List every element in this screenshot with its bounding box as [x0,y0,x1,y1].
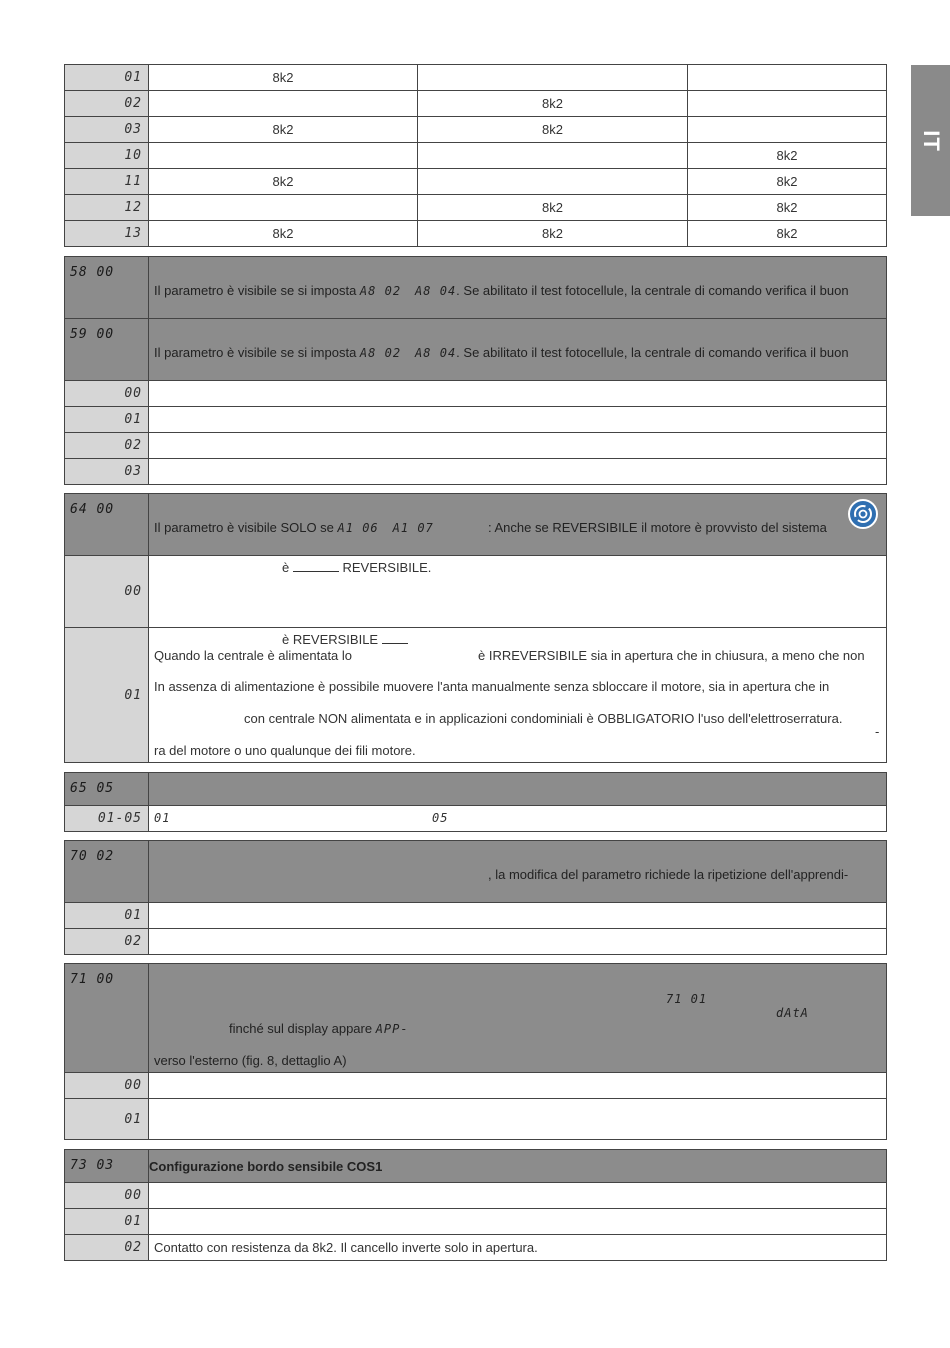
row-code: 03 [65,117,149,143]
row-code: 01 [65,65,149,91]
display-code: A8 04 [415,346,457,360]
param-58-block [64,256,886,319]
param-71-block [64,963,886,1140]
language-tab-it[interactable] [911,65,950,216]
display-code: A8 02 [359,284,402,298]
table-row [65,1073,887,1099]
desc-text: Il parametro è visibile se si imposta [154,345,360,360]
row-text [149,1209,887,1235]
cell-value [418,143,688,169]
cell-value: 8k2 [149,117,418,143]
row-code: 00 [65,381,149,407]
table-row [65,1235,887,1261]
display-code: A8 04 [415,284,457,298]
desc-text: In assenza di alimentazione è possibile muovere l'anta manualmente senza sbloccare il motore, sia in apertura che in [154,679,830,694]
row-code: 01 [65,1099,149,1140]
desc-text: . Se abilitato il test fotocellule, la centrale di comando verifica il buon [456,283,849,298]
param-70-block [64,840,886,955]
table-row [65,903,887,929]
param-64-block [64,493,886,763]
table-row [65,459,887,485]
row-code: 02 [65,91,149,117]
cell-value: 8k2 [418,221,688,247]
row-code: 01 [65,628,149,763]
cell-value: 8k2 [418,195,688,221]
cell-value: 8k2 [688,169,887,195]
table-row [65,1209,887,1235]
resistance-config-table [64,64,886,247]
display-code: 05 [432,811,449,825]
param-code: 70 02 [65,841,149,903]
cell-value [418,65,688,91]
row-text: Contatto con resistenza da 8k2. Il cancello inverte solo in apertura. [149,1235,887,1261]
table-row [65,929,887,955]
param-59-block [64,318,886,485]
row-code: 12 [65,195,149,221]
display-code: A1 07 [392,521,434,535]
param-code: 58 00 [65,257,149,319]
desc-text: REVERSIBILE. [342,560,432,575]
cell-value [149,195,418,221]
row-code: 01 [65,903,149,929]
table-row [65,1183,887,1209]
desc-text: con centrale NON alimentata e in applicazioni condominiali è OBBLIGATORIO l'uso dell'elettroserratura. [244,711,843,726]
row-code: 02 [65,1235,149,1261]
row-text [149,556,887,628]
table-row [65,628,887,763]
cell-value: 8k2 [688,195,887,221]
blank-underline [293,571,339,572]
desc-text: è IRREVERSIBILE sia in apertura che in chiusura, a meno che non [478,648,865,663]
table-row [65,407,887,433]
param-code: 73 03 [65,1150,149,1183]
cell-value [688,65,887,91]
param-code: 59 00 [65,319,149,381]
gear-rotation-icon [848,499,878,529]
language-tab-label: IT [918,129,944,152]
desc-text: , la modifica del parametro richiede la ripetizione dell'apprendi- [488,867,849,882]
cell-value [688,117,887,143]
param-description [149,841,887,903]
cell-value: 8k2 [418,91,688,117]
table-row [65,169,887,195]
cell-value: 8k2 [149,65,418,91]
desc-text: Il parametro è visibile se si imposta [154,283,360,298]
desc-text: è [282,560,290,575]
row-text [149,806,887,832]
table-row [65,556,887,628]
param-description [149,494,887,556]
row-code: 03 [65,459,149,485]
row-code: 01 [65,407,149,433]
desc-text: finché sul display appare [229,1021,376,1036]
desc-text: : Anche se REVERSIBILE il motore è provvisto del sistema [488,520,827,535]
row-code: 01-05 [65,806,149,832]
param-description [149,257,887,319]
table-row [65,433,887,459]
table-row [65,195,887,221]
row-text [149,1183,887,1209]
row-code: 02 [65,433,149,459]
desc-text: - [875,724,880,739]
desc-text: ra del motore o uno qualunque dei fili motore. [154,743,416,758]
row-code: 10 [65,143,149,169]
table-row [65,806,887,832]
param-73-block [64,1149,886,1261]
cell-value [418,169,688,195]
cell-value: 8k2 [149,169,418,195]
cell-value: 8k2 [418,117,688,143]
param-code: 71 00 [65,964,149,1073]
row-code: 00 [65,1183,149,1209]
display-code: APP- [375,1022,409,1036]
desc-text: Quando la centrale è alimentata lo [154,648,353,663]
gear-rotation-icon-svg [852,503,874,525]
param-65-block [64,772,886,832]
table-row [65,91,887,117]
table-row [65,117,887,143]
param-description [149,964,887,1073]
cell-value: 8k2 [688,143,887,169]
param-code: 64 00 [65,494,149,556]
display-code: 71 01 [666,992,708,1006]
desc-text: è REVERSIBILE [282,632,379,647]
cell-value [149,143,418,169]
desc-text: verso l'esterno (fig. 8, dettaglio A) [154,1053,347,1068]
cell-value [149,91,418,117]
table-row [65,381,887,407]
row-code: 13 [65,221,149,247]
param-description [149,773,887,806]
display-code: 01 [154,811,171,825]
row-code: 00 [65,556,149,628]
table-row [65,1099,887,1140]
desc-text: . Se abilitato il test fotocellule, la centrale di comando verifica il buon [456,345,849,360]
param-description [149,319,887,381]
row-code: 11 [65,169,149,195]
table-row [65,221,887,247]
cell-value [688,91,887,117]
param-title: Configurazione bordo sensibile COS1 [149,1150,887,1183]
param-code: 65 05 [65,773,149,806]
display-code: A1 06 [337,521,379,535]
cell-value: 8k2 [149,221,418,247]
display-code: dAtA [776,1006,809,1020]
desc-text: Il parametro è visibile SOLO se [154,520,338,535]
table-row [65,65,887,91]
table-row [65,143,887,169]
display-code: A8 02 [359,346,402,360]
cell-value: 8k2 [688,221,887,247]
row-code: 02 [65,929,149,955]
blank-underline [382,643,408,644]
row-code: 01 [65,1209,149,1235]
row-text [149,628,887,763]
row-code: 00 [65,1073,149,1099]
